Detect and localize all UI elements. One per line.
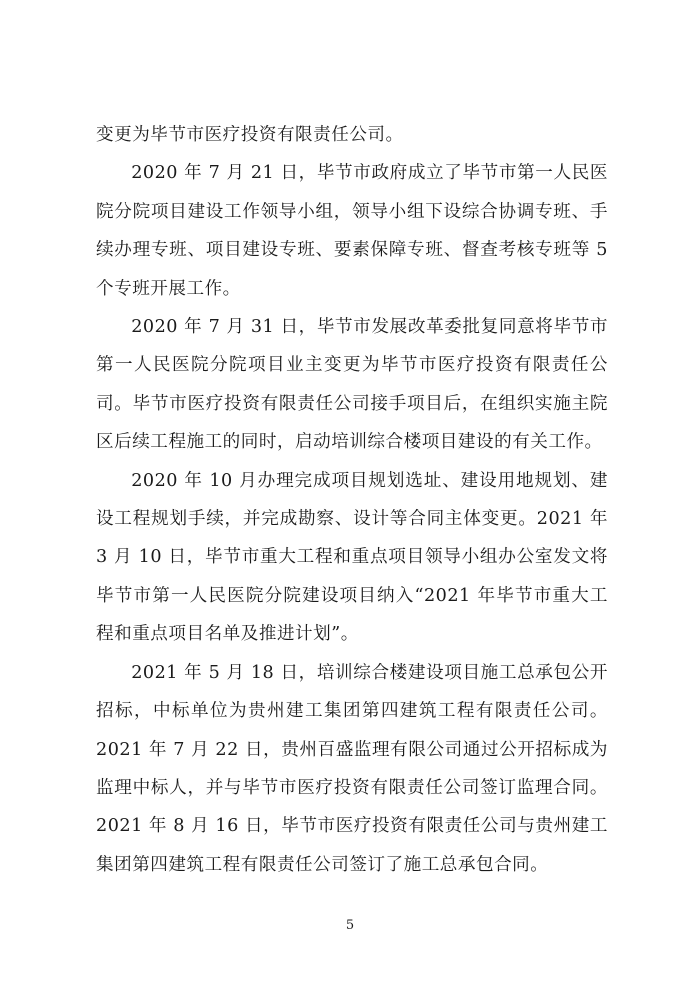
paragraph-planning-procedures: 2020 年 10 月办理完成项目规划选址、建设用地规划、建设工程规划手续，并完成勘察、设计等合同主体变更。2021 年 3 月 10 日，毕节市重大工程和重点项目领导小组办公室发文将毕节市第一人民医院分院建设项目纳入“2021 年毕节市重大工程和重点项目名单及推进计划”。 xyxy=(96,470,608,645)
document-body xyxy=(96,116,608,884)
paragraph-owner-change: 2020 年 7 月 31 日，毕节市发展改革委批复同意将毕节市第一人民医院分院项目业主变更为毕节市医疗投资有限责任公司。毕节市医疗投资有限责任公司接手项目后，在组织实施主院区后续工程施工的同时，启动培训综合楼项目建设的有关工作。 xyxy=(96,317,608,453)
paragraph-continuation: 变更为毕节市医疗投资有限责任公司。 xyxy=(96,125,404,145)
paragraph-work-group: 2020 年 7 月 21 日，毕节市政府成立了毕节市第一人民医院分院项目建设工作领导小组，领导小组下设综合协调专班、手续办理专班、项目建设专班、要素保障专班、督查考核专班等 5 个专班开展工作。 xyxy=(96,163,608,299)
paragraph-tender-contracts: 2021 年 5 月 18 日，培训综合楼建设项目施工总承包公开招标，中标单位为贵州建工集团第四建筑工程有限责任公司。2021 年 7 月 22 日，贵州百盛监理有限公司通过公开招标成为监理中标人，并与毕节市医疗投资有限责任公司签订监理合同。2021 年 8 月 16 日，毕节市医疗投资有限责任公司与贵州建工集团第四建筑工程有限责任公司签订了施工总承包合同。 xyxy=(96,662,608,875)
page-number: 5 xyxy=(345,918,355,933)
